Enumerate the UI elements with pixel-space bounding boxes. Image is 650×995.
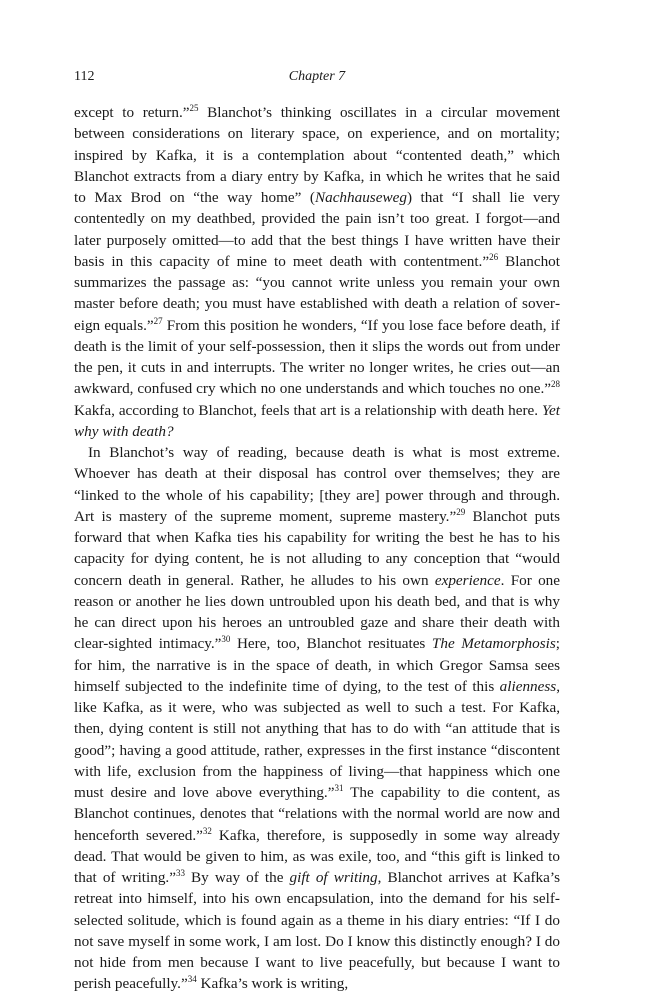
text-run: , Blanchot arrives at Kafka’s retreat into himself, into his own encapsulation, into the demand for his self-selected solitude, which is found again as a theme in his diary entries: “If I do not save myself in some work, I am lost. Do I know this distinctly enough? I do not hide from men because I want to live peacefully, but because I want to perish peacefully.”: [74, 869, 560, 993]
footnote-marker: 30: [221, 634, 231, 645]
italic-text: Nachhauseweg: [314, 189, 407, 206]
paragraph: [74, 442, 560, 995]
text-run: , like Kafka, as it were, who was subjected as well to such a test. For Kafka, then, dying content is still not anything that has to do with “an attitude that is good”; having a good attitude, rather, expresses in the first instance “discontent with life, exclusion from the happiness of living—that happiness which one must desire and love above everything.”: [74, 677, 560, 801]
footnote-marker: 26: [489, 251, 499, 262]
text-run: Blanchot’s thinking oscillates in a circular movement between considerations on literary space, on experience, and on mortality; inspired by Kafka, it is a contemplation about “contented death,” which Blanchot extracts from a diary entry by Kafka, in which he writes that he said to Max Brod on “the way home” (: [74, 104, 561, 206]
footnote-marker: 33: [175, 868, 185, 878]
text-run: By way of the: [184, 869, 290, 886]
page-number: 112: [74, 69, 95, 84]
text-run: In Blanchot’s way of reading, because death is what is most extreme. Whoever has death at their disposal has control over themselves; they are “linked to the whole of his capability; [they are] power through and through. Art is mastery of the supreme moment, supreme mastery.”: [74, 444, 560, 525]
italic-text: experience: [434, 571, 501, 589]
footnote-marker: 29: [456, 506, 466, 517]
footnote-marker: 28: [551, 379, 560, 390]
text-run: Here, too, Blanchot resituates: [230, 635, 432, 653]
footnote-marker: 27: [153, 315, 163, 326]
text-run: ) that “I shall lie very contentedly on my deathbed, provided the pain isn’t too great. I forgot—and later purposely omitted—to add that the best things I have written have their basis in this capacity of mine to meet death with contentment.”: [74, 189, 560, 270]
body-text: [74, 102, 560, 995]
text-run: except to return.”: [74, 104, 190, 121]
text-run: Kafka’s work is writing,: [196, 975, 349, 993]
text-run: Blanchot puts forward that when Kafka ties his capability for writing the best he has to his capacity for dying content, he is not alluding to any conception that “would concern death in general. Rather, he alludes to his own: [74, 507, 560, 589]
text-run: Kakfa, according to Blanchot, feels that art is a relationship with death here.: [74, 401, 542, 419]
italic-text: alienness: [499, 677, 557, 695]
text-run: From this position he wonders, “If you lose face before death, if death is the limit of your self-possession, then it slips the words out from under the pen, it cuts in and interrupts. The writer no longer writes, he cries out—an awkward, confused cry which no one understands and which touches no one.”: [74, 316, 560, 398]
footnote-marker: 32: [202, 825, 212, 836]
text-run: . For one reason or another he lies down untroubled upon his death bed, and that is why he can direct upon his heroes an untroubled gaze and share their death with clear-sighted intimacy.”: [74, 571, 561, 653]
running-head: [74, 68, 560, 90]
italic-text: The Metamorphosis: [431, 635, 556, 653]
footnote-marker: 34: [187, 974, 197, 985]
book-page: [74, 68, 560, 995]
chapter-title: Chapter 7: [288, 69, 346, 84]
footnote-marker: 31: [334, 783, 344, 793]
italic-text: gift of writing: [289, 869, 378, 886]
text-run: ; for him, the narrative is in the space of death, in which Gregor Samsa sees himself subjected to the indefinite time of dying, to the test of this: [74, 635, 561, 695]
text-run: The capability to die content, as Blanchot continues, denotes that “relations with the normal world are now and henceforth severed.”: [74, 784, 561, 844]
text-run: Kafka, therefore, is supposedly in some way already dead. That would be given to him, as was exile, too, and “this gift is linked to that of writing.”: [74, 826, 560, 886]
text-run: Blanchot summarizes the passage as: “you cannot write unless you remain your own master before death; you must have established with death a relation of sovereign equals.”: [74, 252, 560, 334]
paragraph: [74, 102, 560, 442]
italic-text: Yet why with death?: [74, 401, 560, 440]
footnote-marker: 25: [189, 103, 199, 113]
